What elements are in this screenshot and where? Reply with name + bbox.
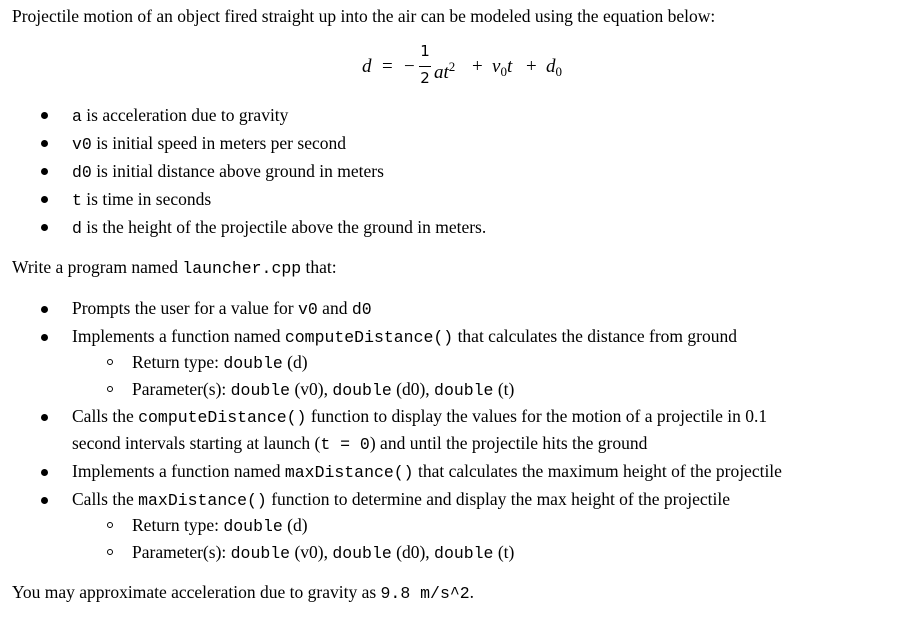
sub-bullet-icon [107, 522, 113, 528]
fraction-numerator: 1 [420, 42, 430, 60]
sub-bullet-icon [107, 386, 113, 392]
definition-item: v0 is initial speed in meters per second [72, 133, 346, 154]
definition-item: d0 is initial distance above ground in meters [72, 161, 384, 182]
equation-plus-2: + [526, 56, 537, 77]
bullet-icon [41, 334, 48, 341]
bullet-icon [41, 196, 48, 203]
requirement-item-continuation: second intervals starting at launch (t = 0) and until the projectile hits the ground [72, 433, 648, 454]
fraction-bar [419, 66, 431, 67]
bullet-icon [41, 140, 48, 147]
bullet-icon [41, 112, 48, 119]
equation-equals: = [382, 56, 393, 77]
equation-term-velocity: $v_0t$ [492, 56, 513, 79]
bullet-icon [41, 224, 48, 231]
bullet-icon [41, 497, 48, 504]
definition-item: t is time in seconds [72, 189, 212, 210]
requirement-item: Prompts the user for a value for v0 and d0 [72, 298, 372, 319]
bullet-icon [41, 306, 48, 313]
requirement-subitem: Parameter(s): double (v0), double (d0), double (t) [132, 542, 515, 563]
requirement-item: Implements a function named maxDistance() that calculates the maximum height of the projectile [72, 461, 782, 482]
equation-term-distance: $d_0$ [546, 56, 562, 79]
equation-plus-1: + [472, 56, 483, 77]
sub-bullet-icon [107, 549, 113, 555]
equation-term-acceleration: $at^2$ [434, 59, 456, 83]
requirement-subitem: Return type: double (d) [132, 515, 308, 536]
requirement-subitem: Return type: double (d) [132, 352, 308, 373]
equation-minus: − [404, 56, 415, 77]
requirement-item: Calls the computeDistance() function to display the values for the motion of a projectile in 0.1 [72, 406, 768, 427]
bullet-icon [41, 469, 48, 476]
bullet-icon [41, 414, 48, 421]
sub-bullet-icon [107, 359, 113, 365]
intro-paragraph: Projectile motion of an object fired straight up into the air can be modeled using the equation below: [12, 6, 716, 26]
equation-lhs: d [362, 56, 372, 77]
footer-paragraph: You may approximate acceleration due to gravity as 9.8 m/s^2. [12, 582, 475, 603]
fraction-denominator: 2 [420, 69, 430, 87]
requirement-item: Implements a function named computeDistance() that calculates the distance from ground [72, 326, 737, 347]
definition-item: d is the height of the projectile above the ground in meters. [72, 217, 487, 238]
requirement-item: Calls the maxDistance() function to determine and display the max height of the projectile [72, 489, 730, 510]
definition-item: a is acceleration due to gravity [72, 105, 289, 126]
task-paragraph: Write a program named launcher.cpp that: [12, 257, 337, 278]
requirement-subitem: Parameter(s): double (v0), double (d0), double (t) [132, 379, 515, 400]
bullet-icon [41, 168, 48, 175]
